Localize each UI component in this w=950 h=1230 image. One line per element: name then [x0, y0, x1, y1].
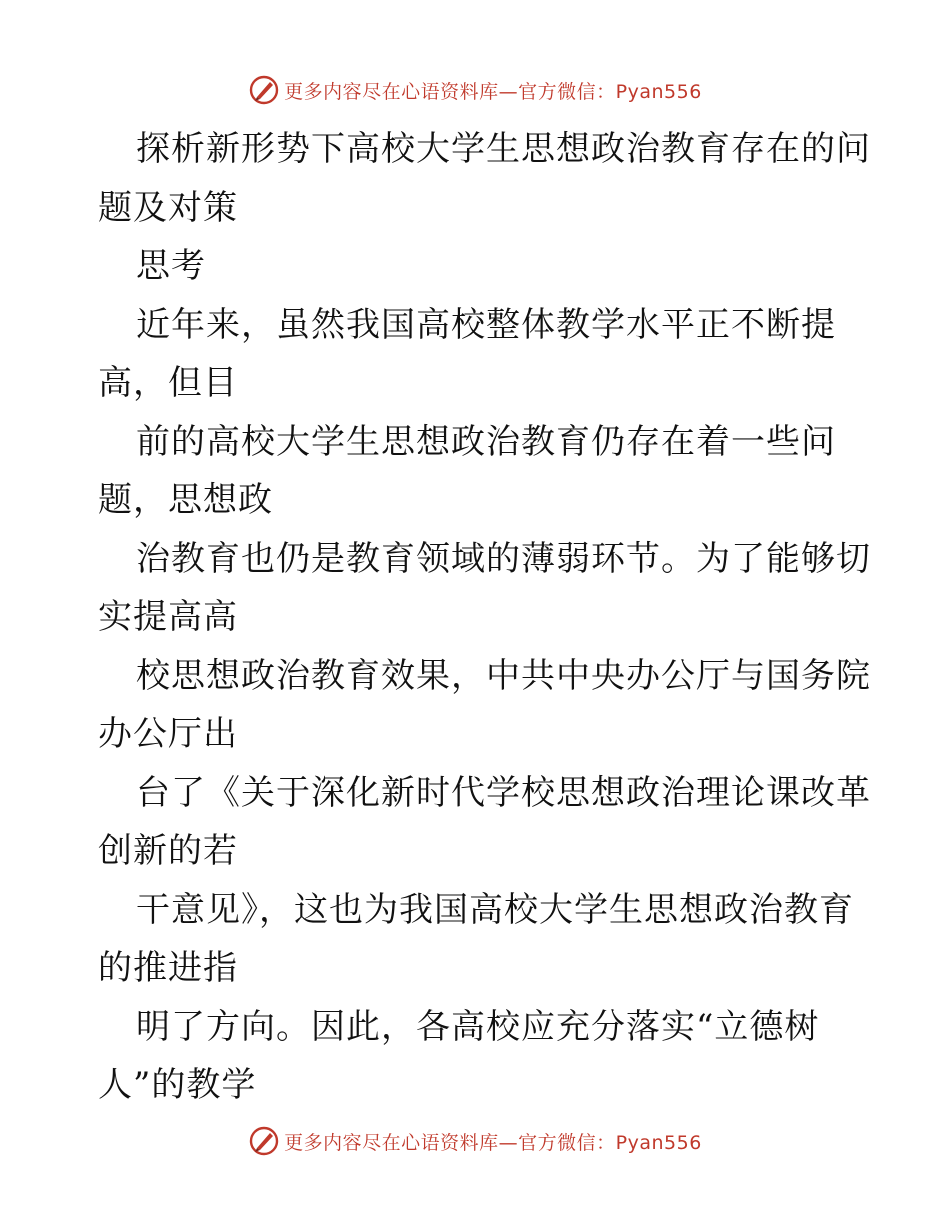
banner-text: 更多内容尽在心语资料库—官方微信：Pyan556 — [284, 80, 702, 103]
text-line: 校思想政治教育效果，中共中央办公厅与国务院 — [136, 655, 871, 696]
pen-logo-icon — [248, 74, 280, 106]
text-line: 干意见》，这也为我国高校大学生思想政治教育 — [136, 889, 854, 930]
text-line: 前的高校大学生思想政治教育仍存在着一些问 — [136, 421, 836, 462]
document-body — [98, 120, 871, 1115]
text-line: 题及对策 — [98, 187, 238, 228]
text-line: 高，但目 — [98, 363, 238, 403]
text-line: 题，思想政 — [98, 480, 273, 520]
text-line: 明了方向。因此，各高校应充分落实“立德树 — [136, 1006, 820, 1047]
footer-banner — [0, 1123, 950, 1159]
text-line: 思考 — [136, 246, 206, 286]
pen-logo-icon — [248, 1125, 280, 1157]
header-banner — [0, 72, 950, 108]
text-line: 人”的教学 — [98, 1065, 257, 1105]
text-line: 探析新形势下高校大学生思想政治教育存在的问 — [136, 129, 871, 169]
text-line: 近年来，虽然我国高校整体教学水平正不断提 — [136, 304, 836, 345]
text-line: 台了《关于深化新时代学校思想政治理论课改革 — [136, 772, 871, 813]
text-line: 实提高高 — [98, 597, 238, 637]
banner-text: 更多内容尽在心语资料库—官方微信：Pyan556 — [284, 1131, 702, 1154]
text-line: 治教育也仍是教育领域的薄弱环节。为了能够切 — [136, 538, 871, 579]
text-line: 办公厅出 — [98, 714, 238, 754]
text-line: 创新的若 — [98, 831, 238, 871]
text-line: 的推进指 — [98, 948, 238, 988]
